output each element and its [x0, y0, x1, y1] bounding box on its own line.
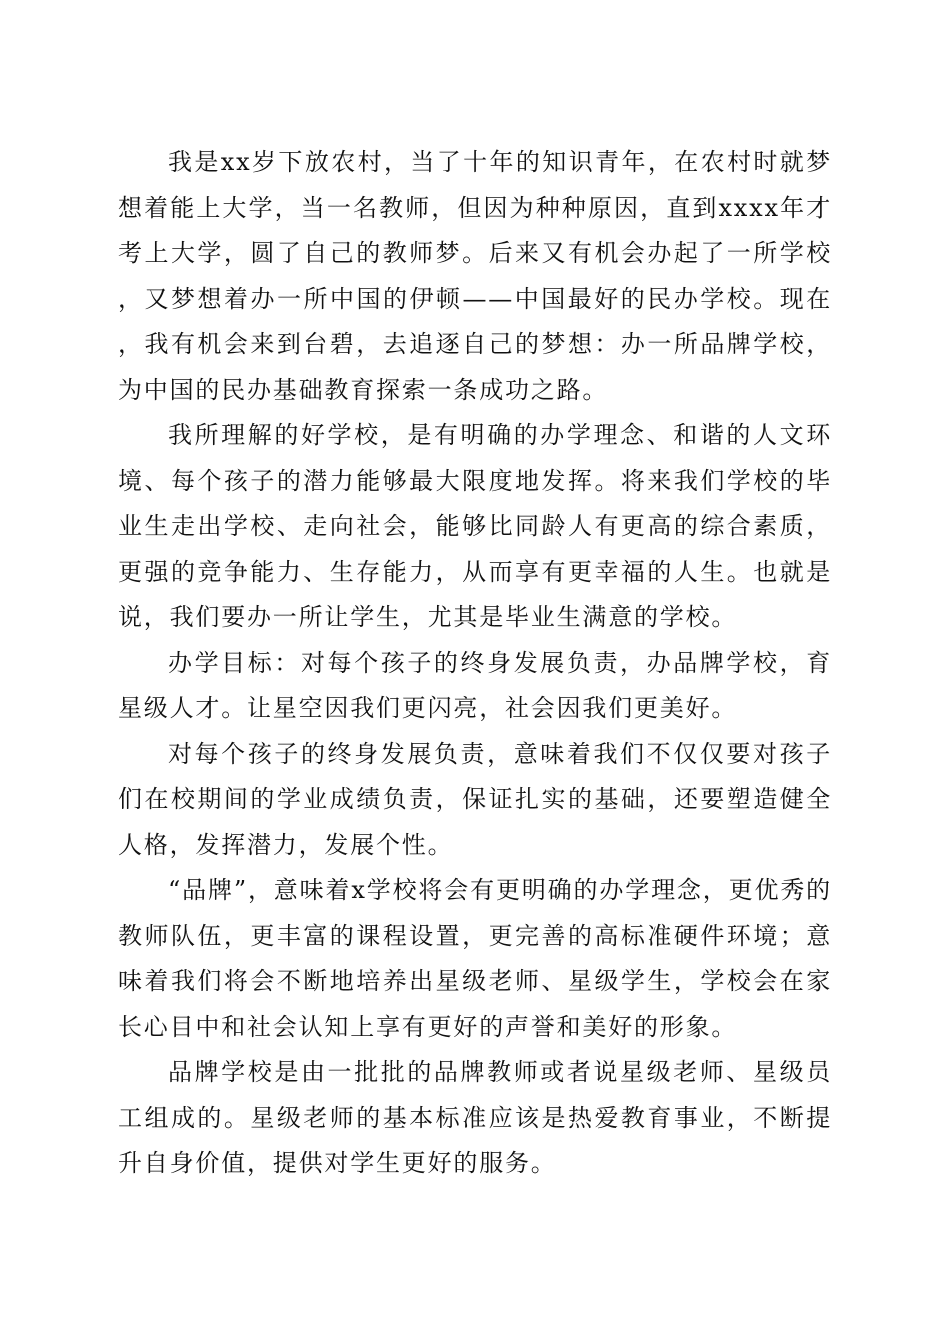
paragraph-1: 我是xx岁下放农村，当了十年的知识青年，在农村时就梦想着能上大学，当一名教师，但因为种种原因，直到xxxx年才考上大学，圆了自己的教师梦。后来又有机会办起了一所学校，又梦想着办一所中国的伊顿——中国最好的民办学校。现在，我有机会来到台碧，去追逐自己的梦想：办一所品牌学校，为中国的民办基础教育探索一条成功之路。 — [118, 148, 832, 404]
paragraph-5: “品牌”，意味着x学校将会有更明确的办学理念，更优秀的教师队伍，更丰富的课程设置，更完善的高标准硬件环境；意味着我们将会不断地培养出星级老师、星级学生，学校会在家长心目中和社会认知上享有更好的声誉和美好的形象。 — [118, 876, 832, 1041]
document-body — [118, 140, 832, 1187]
paragraph-2: 我所理解的好学校，是有明确的办学理念、和谐的人文环境、每个孩子的潜力能够最大限度地发挥。将来我们学校的毕业生走出学校、走向社会，能够比同龄人有更高的综合素质，更强的竞争能力、生存能力，从而享有更幸福的人生。也就是说，我们要办一所让学生，尤其是毕业生满意的学校。 — [118, 421, 832, 631]
paragraph-4: 对每个孩子的终身发展负责，意味着我们不仅仅要对孩子们在校期间的学业成绩负责，保证扎实的基础，还要塑造健全人格，发挥潜力，发展个性。 — [118, 739, 832, 859]
paragraph-6: 品牌学校是由一批批的品牌教师或者说星级老师、星级员工组成的。星级老师的基本标准应该是热爱教育事业，不断提升自身价值，提供对学生更好的服务。 — [118, 1058, 832, 1177]
paragraph-3: 办学目标：对每个孩子的终身发展负责，办品牌学校，育星级人才。让星空因我们更闪亮，社会因我们更美好。 — [118, 648, 832, 722]
